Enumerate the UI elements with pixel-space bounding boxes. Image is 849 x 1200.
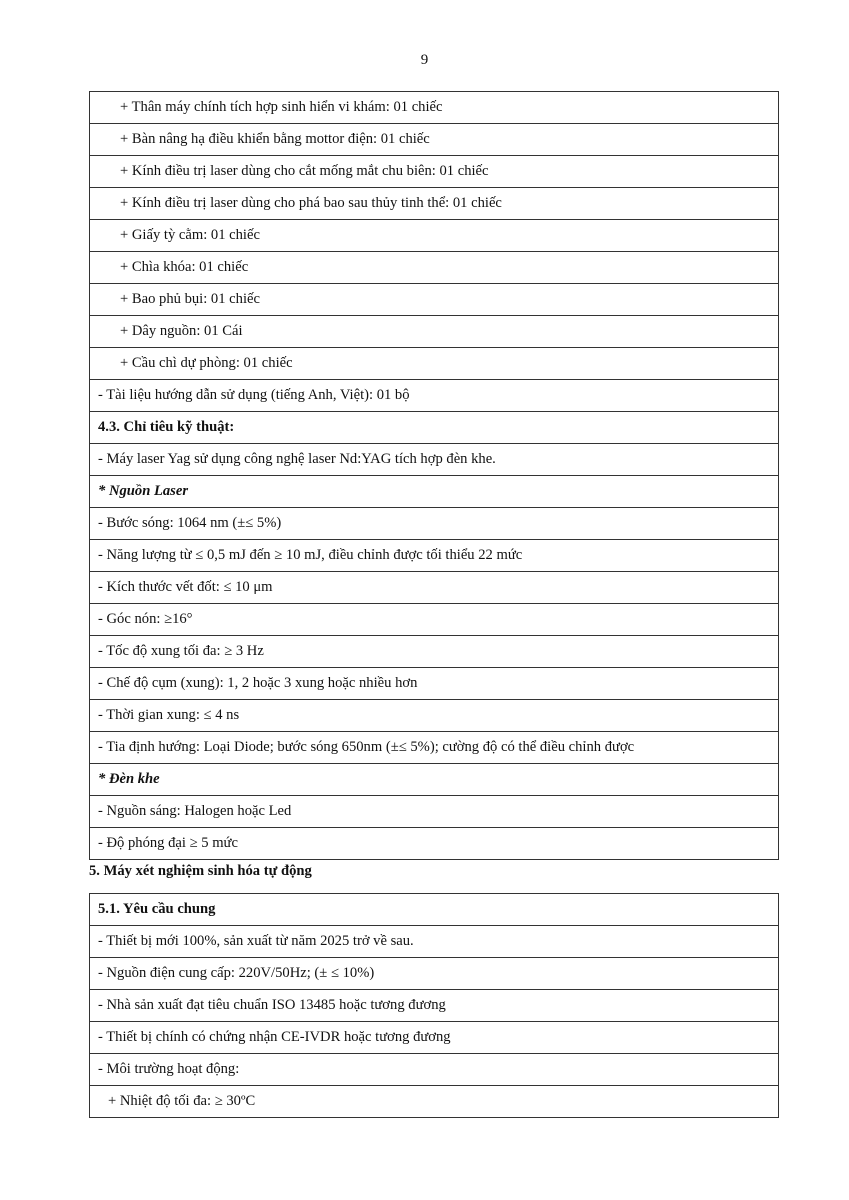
spec-table-biochem xyxy=(89,893,779,1118)
table-cell: + Giấy tỳ cằm: 01 chiếc xyxy=(90,220,779,252)
table-cell: - Nguồn sáng: Halogen hoặc Led xyxy=(90,796,779,828)
table-row xyxy=(90,1054,779,1086)
table-row xyxy=(90,92,779,124)
section-heading-cell: 4.3. Chỉ tiêu kỹ thuật: xyxy=(90,412,779,444)
table-cell: - Môi trường hoạt động: xyxy=(90,1054,779,1086)
table-row xyxy=(90,540,779,572)
table-row xyxy=(90,444,779,476)
page-number: 9 xyxy=(420,52,429,68)
table-row xyxy=(90,764,779,796)
table-row xyxy=(90,1022,779,1054)
table-row xyxy=(90,1086,779,1118)
table-row xyxy=(90,380,779,412)
table-cell: + Nhiệt độ tối đa: ≥ 30ºC xyxy=(90,1086,779,1118)
table-cell: + Bàn nâng hạ điều khiển bằng mottor điện: 01 chiếc xyxy=(90,124,779,156)
table-cell: - Tốc độ xung tối đa: ≥ 3 Hz xyxy=(90,636,779,668)
table-row xyxy=(90,252,779,284)
table-cell: + Kính điều trị laser dùng cho cắt mống mắt chu biên: 01 chiếc xyxy=(90,156,779,188)
table-row xyxy=(90,990,779,1022)
table-cell: + Thân máy chính tích hợp sinh hiển vi khám: 01 chiếc xyxy=(90,92,779,124)
spec-table-laser xyxy=(89,91,779,860)
table-cell: - Nhà sản xuất đạt tiêu chuẩn ISO 13485 hoặc tương đương xyxy=(90,990,779,1022)
table-cell: - Kích thước vết đốt: ≤ 10 μm xyxy=(90,572,779,604)
table-row xyxy=(90,156,779,188)
table-row xyxy=(90,284,779,316)
table-cell: - Thiết bị chính có chứng nhận CE-IVDR hoặc tương đương xyxy=(90,1022,779,1054)
table-cell: - Tia định hướng: Loại Diode; bước sóng 650nm (±≤ 5%); cường độ có thể điều chỉnh được xyxy=(90,732,779,764)
section-heading-cell: 5.1. Yêu cầu chung xyxy=(90,894,779,926)
table-cell: + Chìa khóa: 01 chiếc xyxy=(90,252,779,284)
table-cell: - Góc nón: ≥16° xyxy=(90,604,779,636)
subsection-heading-cell: * Nguồn Laser xyxy=(90,476,779,508)
table-cell: + Cầu chì dự phòng: 01 chiếc xyxy=(90,348,779,380)
table-row xyxy=(90,412,779,444)
table-cell: - Độ phóng đại ≥ 5 mức xyxy=(90,828,779,860)
table-row xyxy=(90,926,779,958)
table-row xyxy=(90,348,779,380)
table-row xyxy=(90,636,779,668)
table-cell: - Nguồn điện cung cấp: 220V/50Hz; (± ≤ 10%) xyxy=(90,958,779,990)
table-row xyxy=(90,796,779,828)
table-row xyxy=(90,668,779,700)
table-cell: - Tài liệu hướng dẫn sử dụng (tiếng Anh, Việt): 01 bộ xyxy=(90,380,779,412)
table-row xyxy=(90,572,779,604)
table-cell: - Chế độ cụm (xung): 1, 2 hoặc 3 xung hoặc nhiều hơn xyxy=(90,668,779,700)
table-cell: - Năng lượng từ ≤ 0,5 mJ đến ≥ 10 mJ, điều chỉnh được tối thiểu 22 mức xyxy=(90,540,779,572)
table-row xyxy=(90,188,779,220)
subsection-heading-cell: * Đèn khe xyxy=(90,764,779,796)
table-row xyxy=(90,316,779,348)
table-row xyxy=(90,604,779,636)
table-row xyxy=(90,220,779,252)
table-row xyxy=(90,700,779,732)
table-cell: - Bước sóng: 1064 nm (±≤ 5%) xyxy=(90,508,779,540)
table-row xyxy=(90,476,779,508)
table-cell: - Máy laser Yag sử dụng công nghệ laser Nd:YAG tích hợp đèn khe. xyxy=(90,444,779,476)
table-cell: + Kính điều trị laser dùng cho phá bao sau thủy tinh thể: 01 chiếc xyxy=(90,188,779,220)
table-cell: + Dây nguồn: 01 Cái xyxy=(90,316,779,348)
table-row xyxy=(90,124,779,156)
table-row xyxy=(90,894,779,926)
table-row xyxy=(90,508,779,540)
section-title: 5. Máy xét nghiệm sinh hóa tự động xyxy=(89,863,312,879)
table-row xyxy=(90,732,779,764)
table-cell: - Thiết bị mới 100%, sản xuất từ năm 2025 trở về sau. xyxy=(90,926,779,958)
table-cell: + Bao phủ bụi: 01 chiếc xyxy=(90,284,779,316)
table-cell: - Thời gian xung: ≤ 4 ns xyxy=(90,700,779,732)
table-row xyxy=(90,828,779,860)
table-row xyxy=(90,958,779,990)
